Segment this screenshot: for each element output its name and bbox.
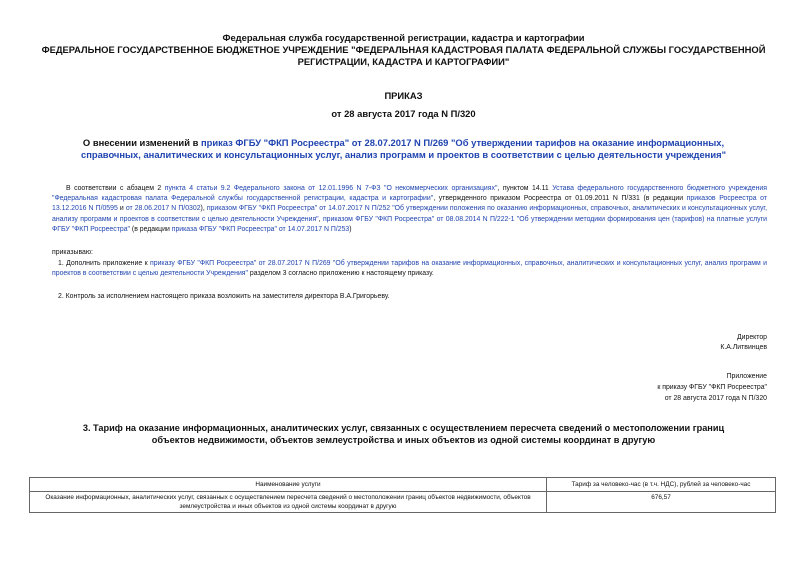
order-269-link[interactable]: приказу ФГБУ "ФКП Росреестра" от 28.07.2017 N П/269 "Об утверждении тарифов на оказание информационных, справочных, аналитических и консультационных услуг, анализ программ и проектов в соответствии с целью деятельности Учреждения" xyxy=(52,260,768,278)
table-header-row xyxy=(30,478,776,492)
appendix-order: к приказу ФГБУ "ФКП Росреестра" xyxy=(657,384,767,391)
org-line-1: Федеральная служба государственной регистрации, кадастра и картографии xyxy=(222,32,585,43)
preamble-text-4: и xyxy=(117,205,126,213)
signature-position: Директор xyxy=(736,334,767,341)
charter-link[interactable]: Устава федерального государственного бюджетного учреждения "Федеральная кадастровая палата Федеральной службы государственной регистрации, кадастра и картографии" xyxy=(52,185,767,203)
appendix-date: от 28 августа 2017 года N П/320 xyxy=(664,395,767,402)
header-service: Наименование услуги xyxy=(30,478,547,492)
rosreestr-order-2017-link[interactable]: от 28.06.2017 N П/0302 xyxy=(125,205,201,213)
org-line-3: РЕГИСТРАЦИИ, КАДАСТРА И КАРТОГРАФИИ" xyxy=(297,56,510,67)
item-1-text-2: разделом 3 согласно приложению к настоящему приказу. xyxy=(247,270,434,278)
service-cell: Оказание информационных, аналитических услуг, связанных с осуществлением пересчета сведений о местоположении границ объектов недвижимости, объектов землеустройства и иных объектов из одной системы координат в другую xyxy=(30,492,547,513)
title-order-link[interactable]: приказ ФГБУ "ФКП Росреестра" от 28.07.2017 N П/269 "Об утверждении тарифов на оказание информационных, справочных, аналитических и консультационных услуг, анализ программ и проектов в соответствии с целью деятельности учреждения" xyxy=(80,137,727,160)
preamble-paragraph xyxy=(52,184,767,235)
signature-name: К.А.Литвинцев xyxy=(720,344,767,351)
header-tariff: Тариф за человеко-час (в т.ч. НДС), рублей за человеко-час xyxy=(547,478,776,492)
preamble-text-7: (в редакции xyxy=(129,225,172,233)
order-252-link[interactable]: приказом ФГБУ "ФКП Росреестра" от 14.07.2017 N П/252 "Об утверждении положения по оказанию информационных, справочных, аналитических и консультационных услуг, анализу программ и проектов в соответствии с целью деятельности Учреждения" xyxy=(52,205,767,223)
tariff-cell: 676,57 xyxy=(547,492,776,513)
item-1-text-1: 1. Дополнить приложение к xyxy=(58,260,150,267)
preamble-text-1: В соответствии с абзацем 2 xyxy=(66,185,165,192)
item-1-paragraph xyxy=(52,259,767,279)
tariff-table xyxy=(29,477,776,513)
order-word: приказываю: xyxy=(52,249,93,256)
item-2-paragraph: 2. Контроль за исполнением настоящего приказа возложить на заместителя директора В.А.Григорьеву. xyxy=(58,293,390,300)
order-253-link[interactable]: приказа ФГБУ "ФКП Росреестра" от 14.07.2017 N П/253 xyxy=(171,225,350,233)
doc-title xyxy=(60,137,747,161)
preamble-text-8: ) xyxy=(349,225,352,233)
preamble-text-3: , утвержденного приказом Росреестра от 01.09.2011 N П/331 (в редакции xyxy=(433,195,687,203)
title-prefix: О внесении изменений в xyxy=(82,137,201,148)
org-line-2: ФЕДЕРАЛЬНОЕ ГОСУДАРСТВЕННОЕ БЮДЖЕТНОЕ УЧРЕЖДЕНИЕ "ФЕДЕРАЛЬНАЯ КАДАСТРОВАЯ ПАЛАТА ФЕДЕРАЛЬНОЙ СЛУЖБЫ ГОСУДАРСТВЕННОЙ xyxy=(41,44,766,55)
doc-type: ПРИКАЗ xyxy=(384,90,423,101)
appendix-label: Приложение xyxy=(726,373,767,380)
preamble-text-2: , пунктом 14.11 xyxy=(497,185,553,192)
order-222-1-link[interactable]: приказом ФГБУ "ФКП Росреестра" от 08.08.2014 N П/222-1 "Об утверждении методики формирования цен (тарифов) на платные услуги ФГБУ "ФКП Росреестра" xyxy=(52,215,767,233)
table-row xyxy=(30,492,776,513)
federal-law-link[interactable]: пункта 4 статьи 9.2 Федерального закона от 12.01.1996 N 7-ФЗ "О некоммерческих организациях" xyxy=(164,185,498,192)
section-title: 3. Тариф на оказание информационных, аналитических услуг, связанных с осуществлением пересчета сведений о местоположении границ объектов недвижимости, объектов землеустройства и иных объектов из одной системы координат в другую xyxy=(82,423,725,445)
rosreestr-order-2016-link[interactable]: приказов Росреестра от 13.12.2016 N П/0595 xyxy=(52,195,767,213)
preamble-text-5: ), xyxy=(200,205,207,213)
doc-date: от 28 августа 2017 года N П/320 xyxy=(331,108,476,119)
preamble-text-6: , xyxy=(318,215,323,223)
